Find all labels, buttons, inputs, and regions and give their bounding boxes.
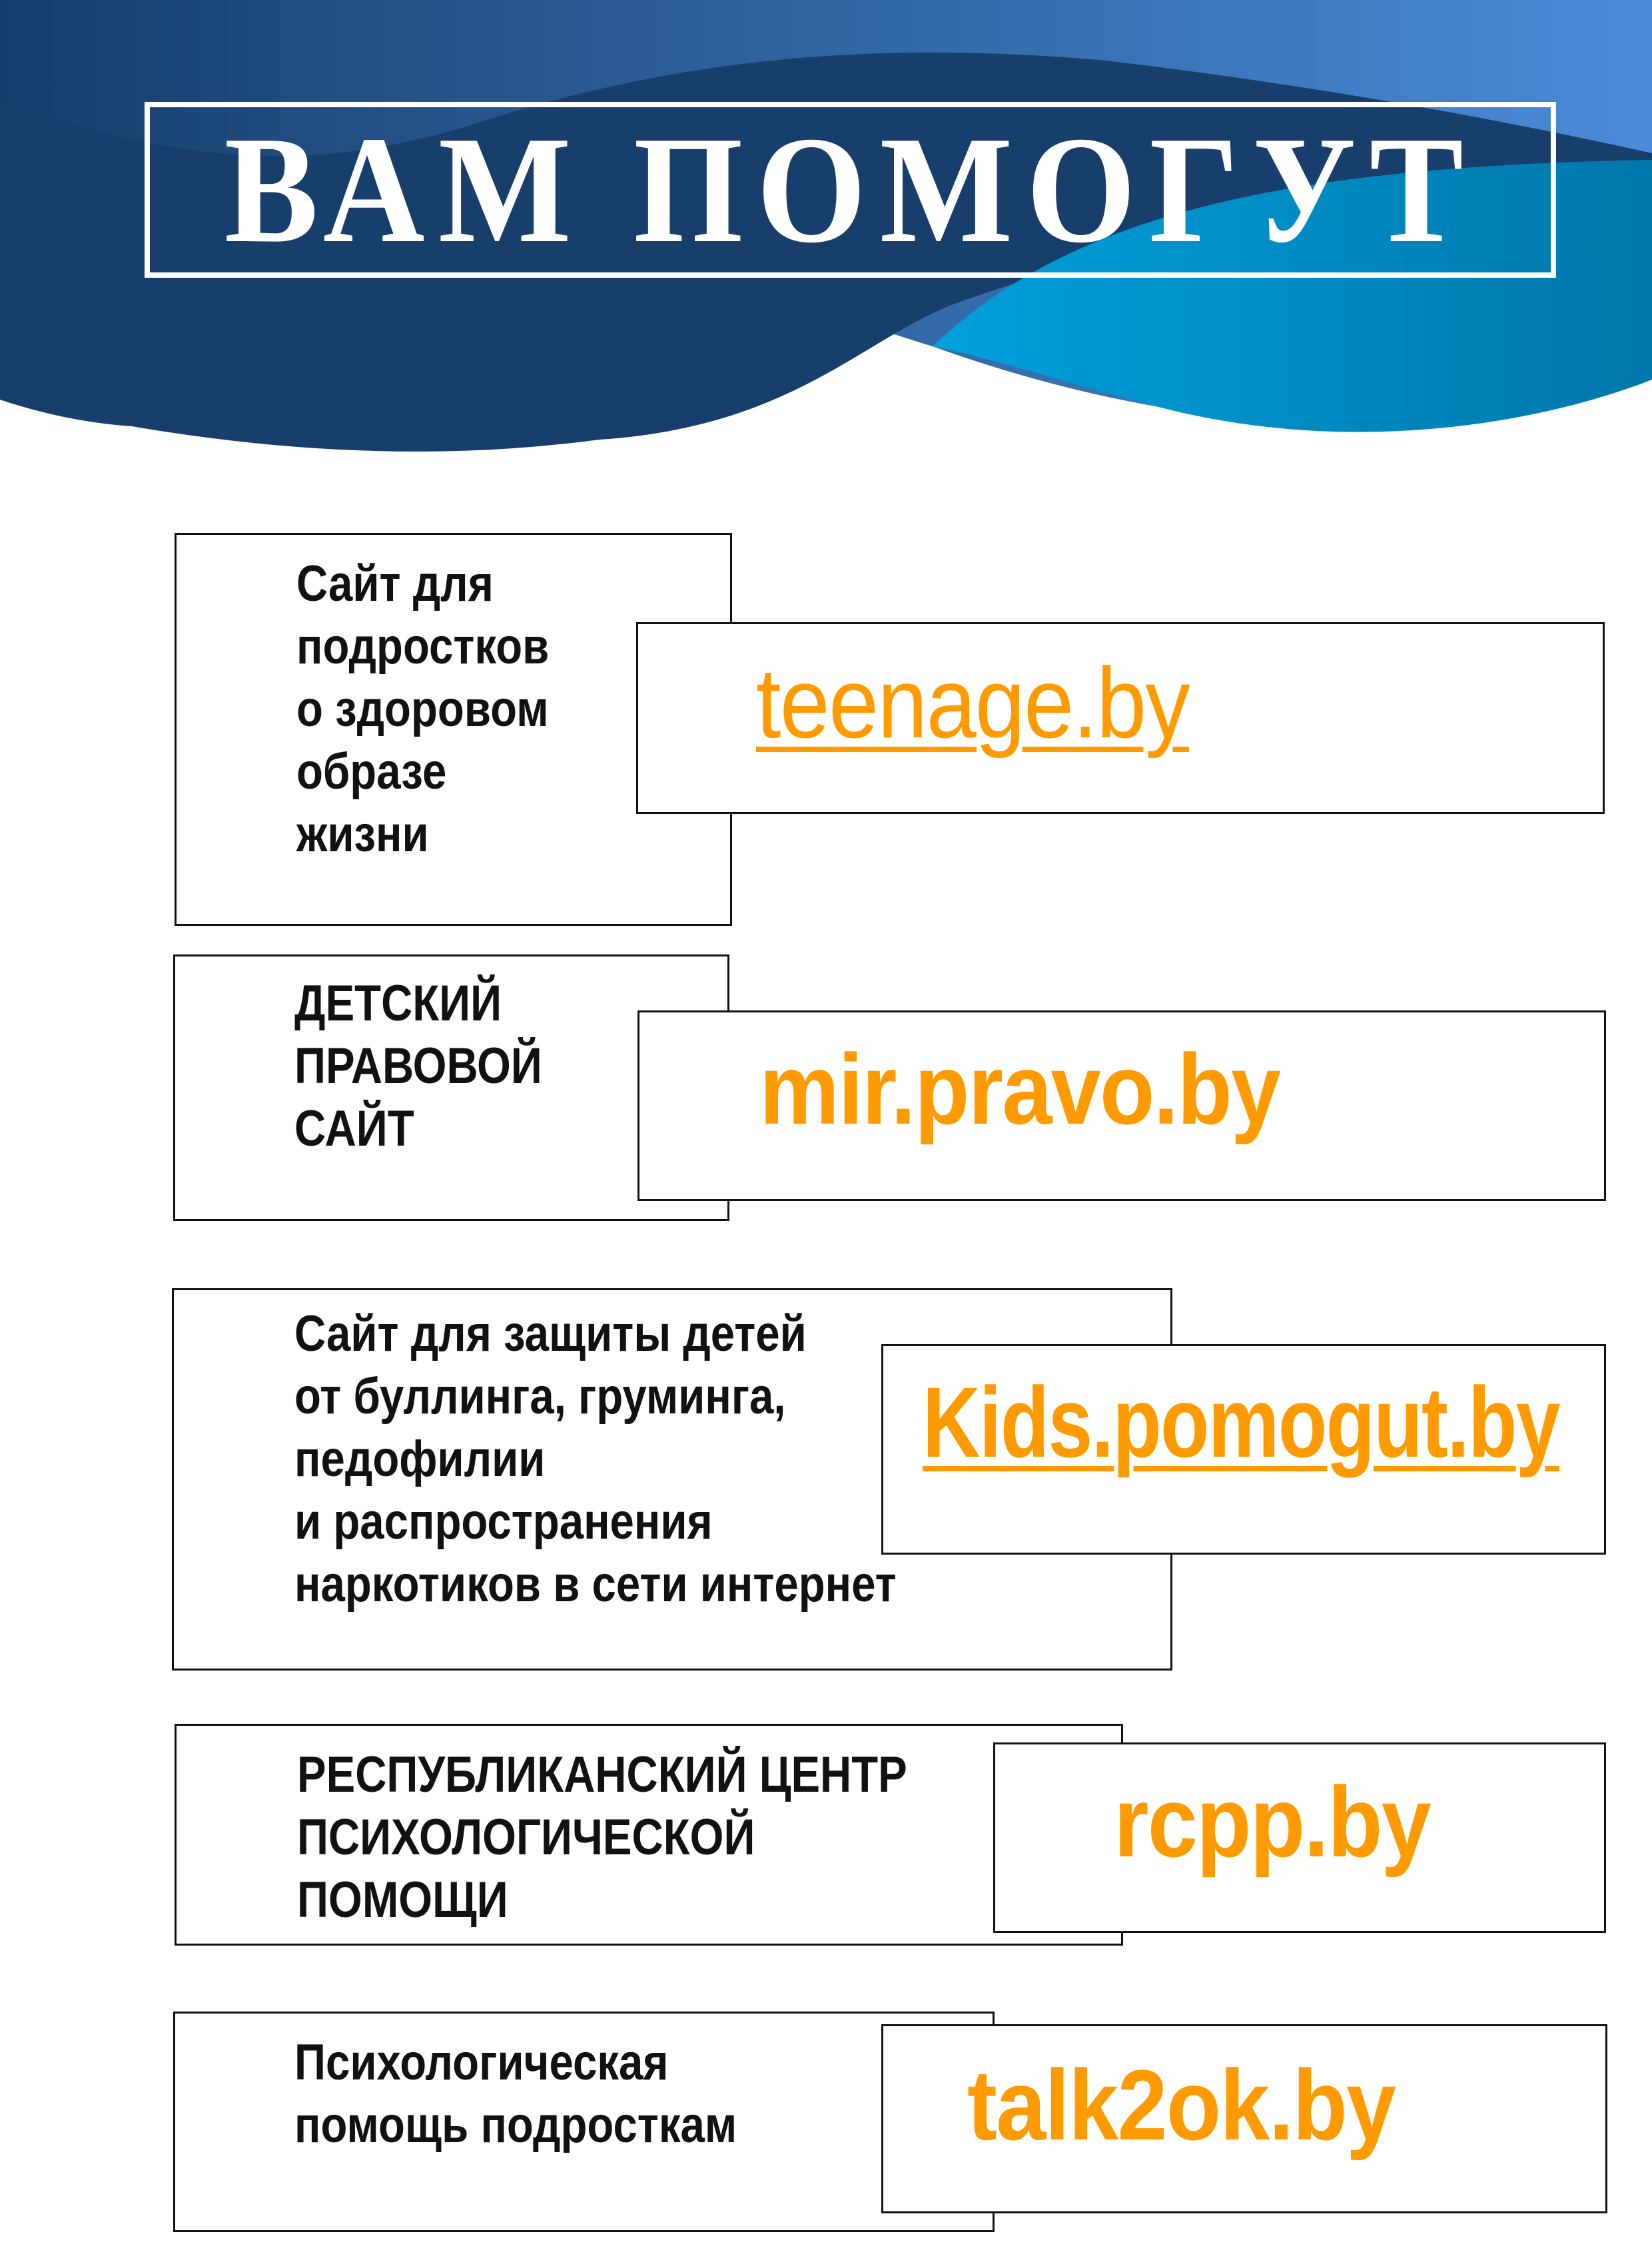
description-line: наркотиков в сети интернет [294,1556,897,1613]
description-text-3 [294,1303,897,1616]
description-text-2 [294,972,542,1160]
description-line: Психологическая [294,2034,669,2091]
description-line: образе [296,743,447,800]
description-text-5 [294,2032,737,2157]
description-line: и распространения [294,1493,713,1550]
description-line: жизни [296,806,429,863]
description-line: ПРАВОВОЙ [294,1038,542,1094]
description-text-1 [296,553,549,866]
title-frame [145,102,1556,278]
description-line: ПСИХОЛОГИЧЕСКОЙ [297,1809,755,1866]
description-line: помощь подросткам [294,2097,737,2153]
link-kids-pomogut-by[interactable]: Kids.pomogut.by [923,1366,1559,1478]
description-line: САЙТ [294,1100,414,1157]
description-line: РЕСПУБЛИКАНСКИЙ ЦЕНТР [297,1746,907,1803]
link-mir-pravo-by[interactable]: mir.pravo.by [759,1033,1280,1145]
link-rcpp-by[interactable]: rcpp.by [1114,1766,1431,1878]
description-line: подростков [296,618,550,675]
description-line: о здоровом [296,681,549,737]
link-talk2ok-by[interactable]: talk2ok.by [967,2049,1396,2161]
description-text-4 [297,1744,907,1932]
description-line: Сайт для [296,556,494,612]
link-teenage-by[interactable]: teenage.by [756,647,1190,759]
page-title: ВАМ ПОМОГУТ [224,105,1477,274]
description-line: Сайт для защиты детей [294,1306,807,1362]
description-line: ПОМОЩИ [297,1872,508,1928]
description-line: ДЕТСКИЙ [294,975,502,1032]
description-line: педофилии [294,1431,546,1487]
description-line: от буллинга, груминга, [294,1368,786,1425]
